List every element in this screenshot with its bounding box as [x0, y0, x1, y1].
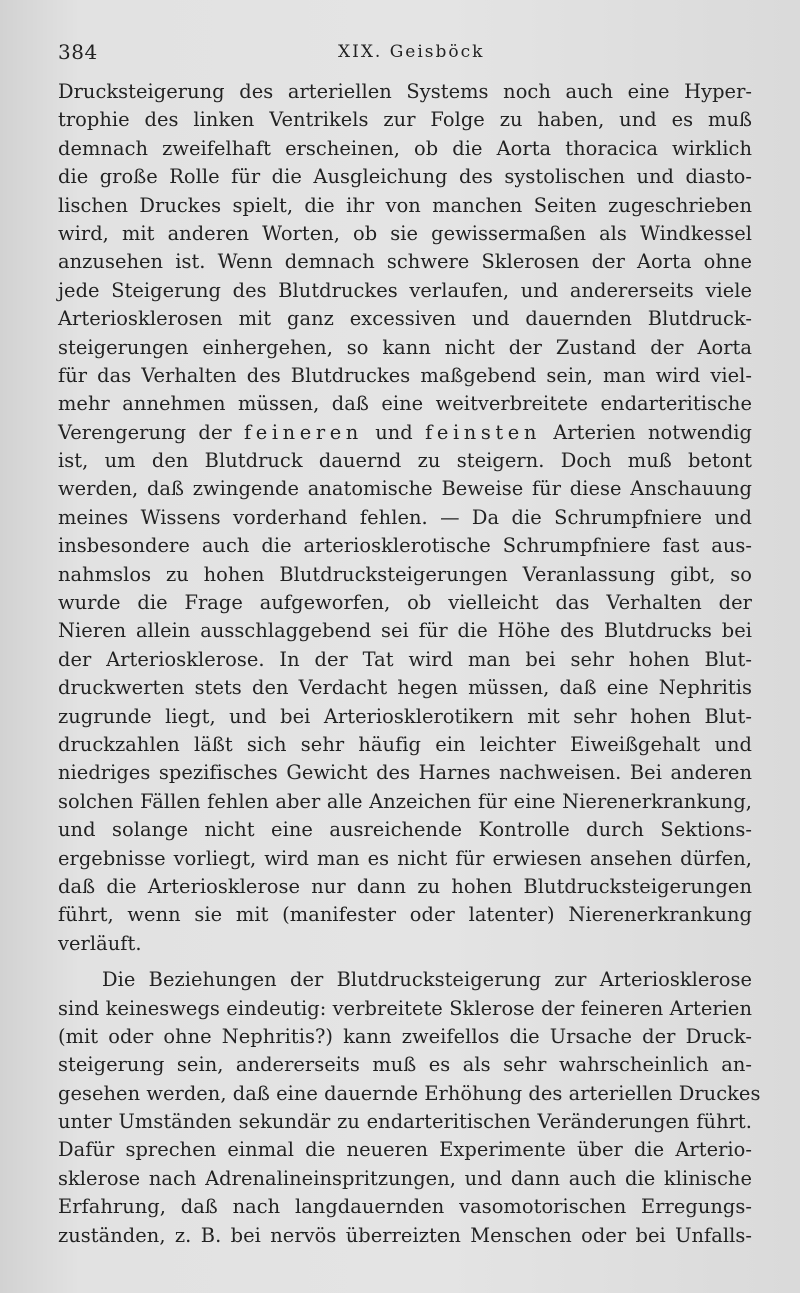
text-line: lischen Druckes spielt, die ihr von manchen Seiten zugeschrieben — [58, 193, 752, 217]
paragraph-2 — [58, 966, 761, 1250]
text-line: die große Rolle für die Ausgleichung des systolischen und diasto- — [58, 165, 752, 189]
page-number: 384 — [58, 40, 98, 64]
text-line: daß die Arteriosklerose nur dann zu hohen Blutdrucksteigerungen — [58, 874, 752, 898]
text-line: steigerung sein, andererseits muß es als sehr wahrscheinlich an- — [58, 1053, 752, 1077]
text-line: anzusehen ist. Wenn demnach schwere Sklerosen der Aorta ohne — [58, 250, 752, 274]
text-line: werden, daß zwingende anatomische Beweise für diese Anschauung — [58, 477, 752, 501]
text-line: demnach zweifelhaft erscheinen, ob die Aorta thoracica wirklich — [58, 136, 752, 160]
text-line: zuständen, z. B. bei nervös überreizten Menschen oder bei Unfalls- — [58, 1223, 752, 1247]
text-line: mehr annehmen müssen, daß eine weitverbreitete endarteritische — [58, 392, 752, 416]
text-line: niedriges spezifisches Gewicht des Harnes nachweisen. Bei anderen — [58, 761, 752, 785]
text-line: Nieren allein ausschlaggebend sei für die Höhe des Blutdrucks bei — [58, 619, 752, 643]
text-line: meines Wissens vorderhand fehlen. — Da die Schrumpfniere und — [58, 505, 752, 529]
text-line: jede Steigerung des Blutdruckes verlaufen, und andererseits viele — [58, 278, 752, 302]
text-line: ergebnisse vorliegt, wird man es nicht für erwiesen ansehen dürfen, — [58, 846, 752, 870]
text-line: Die Beziehungen der Blutdrucksteigerung zur Arteriosklerose — [102, 968, 752, 992]
text-line: gesehen werden, daß eine dauernde Erhöhung des arteriellen Druckes — [58, 1081, 761, 1105]
text-fragment: Arterien notwendig — [540, 420, 752, 444]
text-fragment: Verengerung der — [58, 420, 245, 444]
text-line: nahmslos zu hohen Blutdrucksteigerungen Veranlassung gibt, so — [58, 562, 752, 586]
text-line: und solange nicht eine ausreichende Kontrolle durch Sektions- — [58, 818, 752, 842]
chapter-title: XIX. Geisböck — [338, 42, 485, 62]
text-line: führt, wenn sie mit (manifester oder latenter) Nierenerkrankung — [58, 903, 752, 927]
text-line: für das Verhalten des Blutdruckes maßgebend sein, man wird viel- — [58, 363, 752, 387]
text-line: Erfahrung, daß nach langdauernden vasomotorischen Erregungs- — [58, 1195, 752, 1219]
text-line: ist, um den Blutdruck dauernd zu steigern. Doch muß betont — [58, 449, 752, 473]
text-line: druckzahlen läßt sich sehr häufig ein leichter Eiweißgehalt und — [58, 732, 752, 756]
paragraph-1 — [58, 78, 752, 958]
text-line: druckwerten stets den Verdacht hegen müssen, daß eine Nephritis — [58, 676, 752, 700]
text-line: sind keineswegs eindeutig: verbreitete Sklerose der feineren Arterien — [58, 996, 752, 1020]
text-fragment: und — [362, 420, 426, 444]
text-line: Drucksteigerung des arteriellen Systems noch auch eine Hyper- — [58, 80, 752, 103]
text-line: Arteriosklerosen mit ganz excessiven und dauernden Blutdruck- — [58, 307, 752, 331]
text-line: zugrunde liegt, und bei Arteriosklerotikern mit sehr hohen Blut- — [58, 704, 752, 728]
text-line: (mit oder ohne Nephritis?) kann zweifellos die Ursache der Druck- — [58, 1024, 752, 1048]
text-line: Dafür sprechen einmal die neueren Experimente über die Arterio- — [58, 1138, 752, 1162]
spaced-emphasis: feinsten — [425, 420, 541, 444]
text-line: sklerose nach Adrenalineinspritzungen, und dann auch die klinische — [58, 1166, 752, 1190]
spaced-emphasis: feineren — [244, 420, 363, 444]
text-line: unter Umständen sekundär zu endarteritischen Veränderungen führt. — [58, 1110, 752, 1134]
text-line: steigerungen einhergehen, so kann nicht der Zustand der Aorta — [58, 335, 752, 359]
body-text — [58, 78, 761, 1250]
text-line: der Arteriosklerose. In der Tat wird man bei sehr hohen Blut- — [58, 647, 752, 671]
text-line — [58, 419, 752, 447]
text-line: trophie des linken Ventrikels zur Folge zu haben, und es muß — [58, 108, 752, 132]
text-line: insbesondere auch die arteriosklerotische Schrumpfniere fast aus- — [58, 534, 752, 558]
text-line: wurde die Frage aufgeworfen, ob vielleicht das Verhalten der — [58, 591, 752, 615]
text-line: solchen Fällen fehlen aber alle Anzeichen für eine Nierenerkrankung, — [58, 789, 752, 813]
text-line: verläuft. — [58, 931, 142, 955]
text-line: wird, mit anderen Worten, ob sie gewissermaßen als Windkessel — [58, 221, 752, 245]
running-head — [58, 40, 752, 66]
